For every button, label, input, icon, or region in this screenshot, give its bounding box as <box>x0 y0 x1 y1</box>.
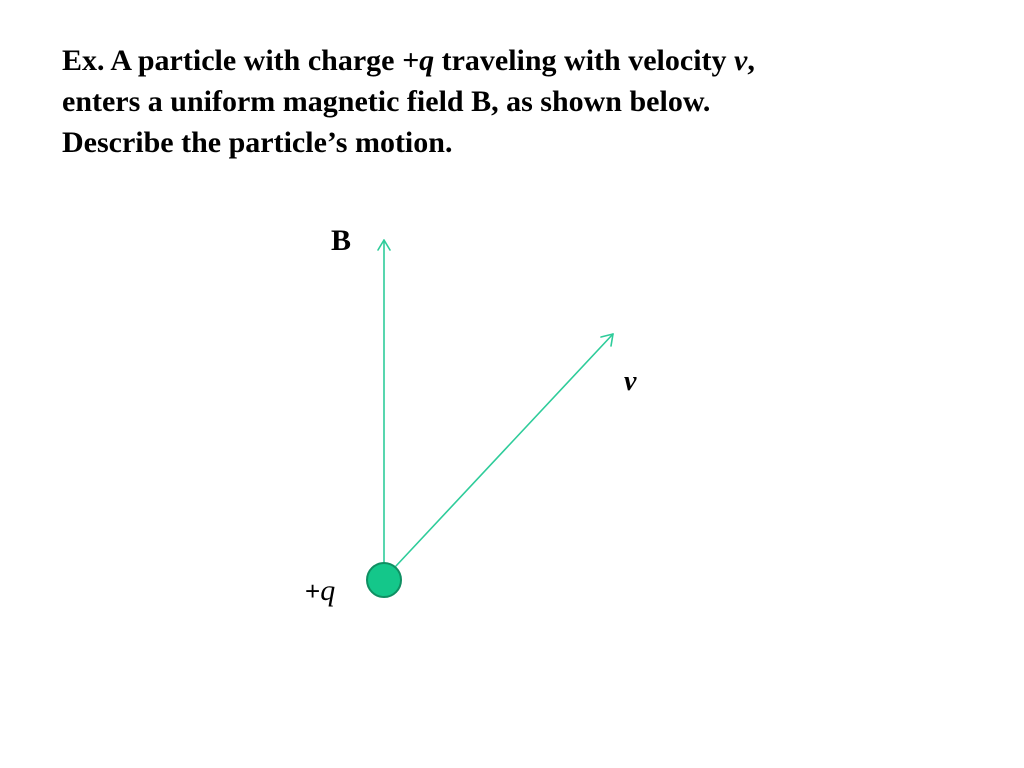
magnetic-field-vector <box>378 240 390 572</box>
charge-symbol-inline: +q <box>401 44 435 77</box>
charged-particle <box>367 563 401 597</box>
problem-line-1-middle: traveling with velocity <box>434 44 735 77</box>
velocity-symbol-inline: v <box>734 44 748 77</box>
problem-line-1-prefix: Ex. A particle with charge <box>62 44 402 77</box>
magnetic-field-label: B <box>331 224 352 257</box>
charge-symbol: q <box>320 574 336 607</box>
problem-line-1-suffix: , <box>747 44 755 77</box>
problem-line-2: enters a uniform magnetic field B, as shown below. <box>62 85 711 118</box>
charge-label <box>305 574 335 608</box>
velocity-vector <box>396 334 613 566</box>
problem-line-3: Describe the particle’s motion. <box>62 126 453 159</box>
velocity-label: v <box>624 366 637 397</box>
charge-sign: + <box>305 576 321 606</box>
velocity-arrow-shaft <box>396 334 613 566</box>
